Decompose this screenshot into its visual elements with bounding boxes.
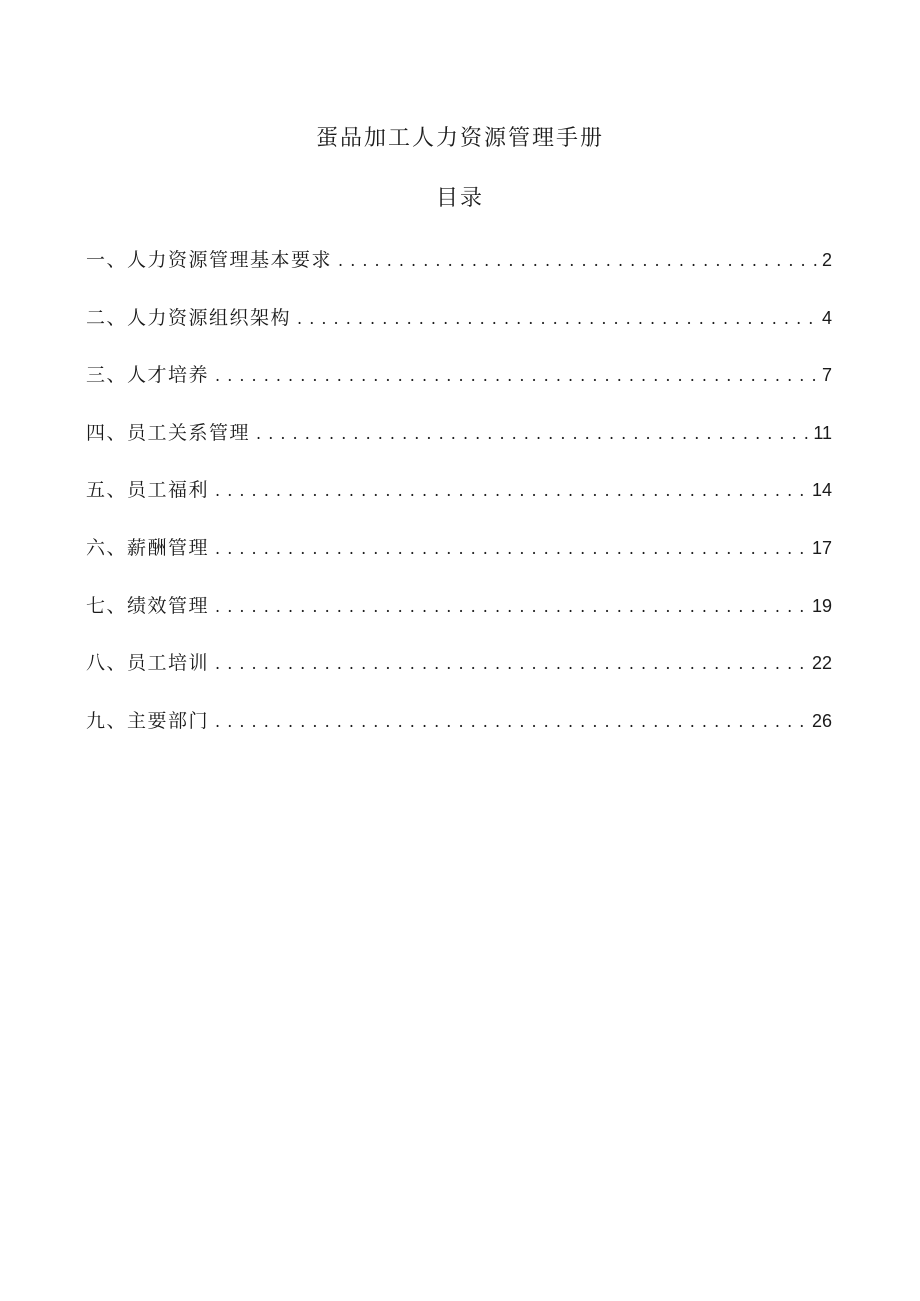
toc-entry-label: 四、员工关系管理	[86, 421, 251, 444]
document-title: 蛋品加工人力资源管理手册	[315, 126, 604, 151]
toc-entry-page: 19	[811, 595, 832, 616]
toc-entry-label: 二、人力资源组织架构	[86, 306, 292, 329]
toc-entry-page: 26	[811, 710, 832, 731]
toc-dot-leader	[215, 362, 818, 390]
toc-dot-leader	[338, 247, 818, 275]
toc-entry-page: 4	[821, 307, 832, 328]
toc-dot-leader	[215, 477, 808, 505]
toc-entry-page: 2	[821, 250, 832, 270]
toc-entry-label: 三、人才培养	[86, 364, 210, 387]
toc-entry-label: 五、员工福利	[86, 479, 210, 502]
toc-entry-label: 六、薪酬管理	[86, 536, 210, 559]
toc-entry[interactable]	[86, 534, 832, 592]
toc-entry[interactable]	[86, 707, 832, 765]
toc-entry[interactable]	[86, 246, 832, 304]
toc-entry[interactable]	[86, 649, 832, 707]
toc-dot-leader	[215, 708, 808, 736]
toc-entry-page: 17	[811, 537, 832, 558]
toc-entry[interactable]	[86, 419, 832, 477]
toc-dot-leader	[215, 593, 808, 621]
toc-entry-page: 7	[821, 365, 832, 386]
toc-dot-leader	[256, 420, 809, 448]
toc-dot-leader	[297, 305, 818, 333]
toc-entry[interactable]	[86, 476, 832, 534]
toc-entry-page: 14	[811, 480, 832, 501]
toc-entry-label: 一、人力资源管理基本要求	[86, 249, 333, 271]
toc-dot-leader	[215, 650, 808, 678]
toc-entry-label: 九、主要部门	[86, 709, 210, 732]
toc-entry-page: 11	[813, 422, 832, 443]
toc-entry-label: 七、绩效管理	[86, 594, 210, 617]
toc-entry-label: 八、员工培训	[86, 652, 210, 675]
toc-entry[interactable]	[86, 361, 832, 419]
toc-entry[interactable]	[86, 304, 832, 362]
toc-entry[interactable]	[86, 592, 832, 650]
table-of-contents	[86, 246, 832, 764]
toc-heading: 目录	[435, 186, 484, 211]
toc-dot-leader	[215, 535, 808, 563]
toc-entry-page: 22	[811, 653, 832, 674]
